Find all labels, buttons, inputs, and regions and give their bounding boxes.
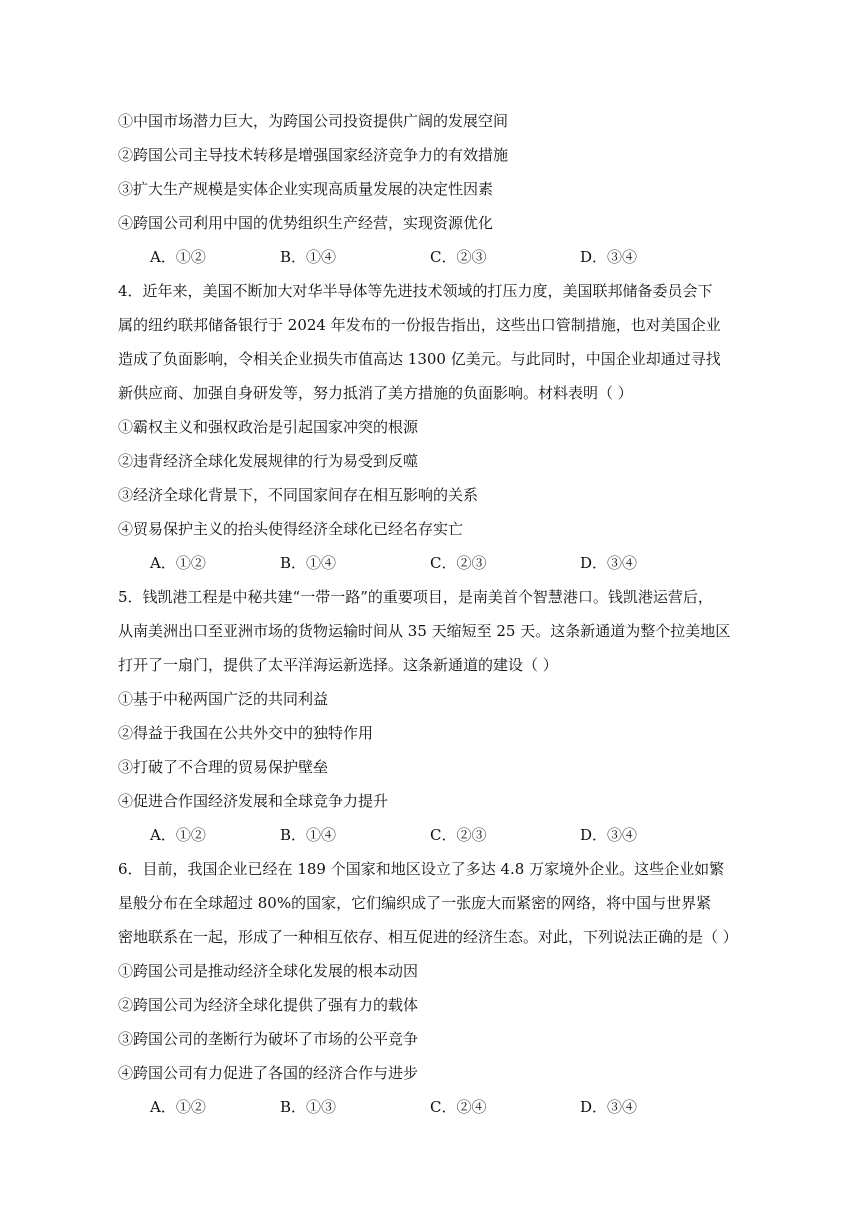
q4-stem-line-2: 属的纽约联邦储备银行于 2024 年发布的一份报告指出，这些出口管制措施，也对美国企业 <box>118 316 721 334</box>
q4-choice-b: B．①④ <box>280 554 337 572</box>
q5-stem-line-1: 5．钱凯港工程是中秘共建“一带一路”的重要项目，是南美首个智慧港口。钱凯港运营后， <box>118 588 713 606</box>
q6-option-3: ③跨国公司的垄断行为破坏了市场的公平竞争 <box>118 1030 419 1048</box>
q6-stem-line-1: 6．目前，我国企业已经在 189 个国家和地区设立了多达 4.8 万家境外企业。这些企业如繁 <box>118 860 725 878</box>
q5-option-4: ④促进合作国经济发展和全球竞争力提升 <box>118 792 389 810</box>
q5-choice-a: A．①② <box>150 826 206 844</box>
q4-option-2: ②违背经济全球化发展规律的行为易受到反噬 <box>118 452 419 470</box>
q4-choice-a: A．①② <box>150 554 206 572</box>
q5-choice-b: B．①④ <box>280 826 337 844</box>
q5-option-1: ①基于中秘两国广泛的共同利益 <box>118 690 329 708</box>
q5-stem-line-2: 从南美洲出口至亚洲市场的货物运输时间从 35 天缩短至 25 天。这条新通道为整个拉美地区 <box>118 622 731 640</box>
q6-choice-c: C．②④ <box>430 1098 487 1116</box>
q6-choice-b: B．①③ <box>280 1098 337 1116</box>
q5-choice-d: D．③④ <box>580 826 638 844</box>
q6-choices <box>150 1097 750 1117</box>
q4-option-4: ④贸易保护主义的抬头使得经济全球化已经名存实亡 <box>118 520 464 538</box>
q3-choice-d: D．③④ <box>580 248 638 266</box>
q4-choice-d: D．③④ <box>580 554 638 572</box>
q6-choice-d: D．③④ <box>580 1098 638 1116</box>
q3-choices <box>150 247 750 267</box>
q3-choice-a: A．①② <box>150 248 206 266</box>
q6-stem-line-3: 密地联系在一起，形成了一种相互依存、相互促进的经济生态。对此，下列说法正确的是（ ） <box>118 928 738 946</box>
q4-stem-line-1: 4．近年来，美国不断加大对华半导体等先进技术领域的打压力度，美国联邦储备委员会下 <box>118 282 713 300</box>
q5-choices <box>150 825 750 845</box>
q5-stem-line-3: 打开了一扇门，提供了太平洋海运新选择。这条新通道的建设（ ） <box>118 656 558 674</box>
q4-choices <box>150 553 750 573</box>
q3-choice-b: B．①④ <box>280 248 337 266</box>
q4-choice-c: C．②③ <box>430 554 487 572</box>
q3-option-2: ②跨国公司主导技术转移是增强国家经济竞争力的有效措施 <box>118 146 509 164</box>
q5-option-3: ③打破了不合理的贸易保护壁垒 <box>118 758 329 776</box>
q5-choice-c: C．②③ <box>430 826 487 844</box>
q4-stem-line-3: 造成了负面影响，令相关企业损失市值高达 1300 亿美元。与此同时，中国企业却通过寻找 <box>118 350 721 368</box>
q6-option-4: ④跨国公司有力促进了各国的经济合作与进步 <box>118 1064 419 1082</box>
q6-stem-line-2: 星般分布在全球超过 80%的国家，它们编织成了一张庞大而紧密的网络，将中国与世界紧 <box>118 894 712 912</box>
q4-option-3: ③经济全球化背景下，不同国家间存在相互影响的关系 <box>118 486 479 504</box>
q3-option-1: ①中国市场潜力巨大，为跨国公司投资提供广阔的发展空间 <box>118 112 509 130</box>
q5-option-2: ②得益于我国在公共外交中的独特作用 <box>118 724 374 742</box>
q6-option-2: ②跨国公司为经济全球化提供了强有力的载体 <box>118 996 419 1014</box>
q6-option-1: ①跨国公司是推动经济全球化发展的根本动因 <box>118 962 419 980</box>
q3-choice-c: C．②③ <box>430 248 487 266</box>
q3-option-3: ③扩大生产规模是实体企业实现高质量发展的决定性因素 <box>118 180 494 198</box>
q4-option-1: ①霸权主义和强权政治是引起国家冲突的根源 <box>118 418 419 436</box>
q6-choice-a: A．①② <box>150 1098 206 1116</box>
q4-stem-line-4: 新供应商、加强自身研发等，努力抵消了美方措施的负面影响。材料表明（ ） <box>118 384 633 402</box>
q3-option-4: ④跨国公司利用中国的优势组织生产经营，实现资源优化 <box>118 214 494 232</box>
